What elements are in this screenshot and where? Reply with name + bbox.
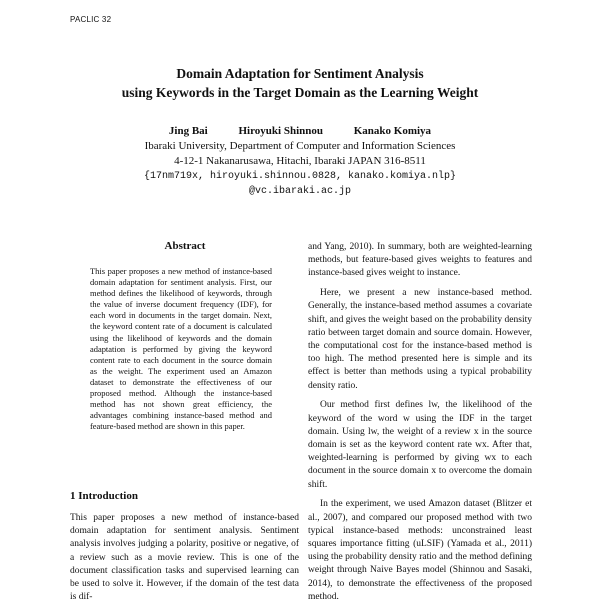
section-heading-introduction: 1 Introduction: [70, 490, 138, 502]
author-block: [0, 124, 600, 199]
author-name: Hiroyuki Shinnou: [238, 125, 323, 137]
paragraph: and Yang, 2010). In summary, both are weighted-learning methods, but feature-based gives weights to features and instance-based gives weight to instance.: [308, 242, 532, 279]
introduction-paragraph: This paper proposes a new method of instance-based domain adaptation for sentiment analysis. Sentiment analysis involves judging a polarity, positive or negative, of a review such as a movie review. This is one of the document classification tasks and supervised learning can be used to solve it. However, if the domain of the test data is dif-: [70, 513, 299, 603]
affiliation: Ibaraki University, Department of Computer and Information Sciences: [144, 140, 456, 152]
author-name: Kanako Komiya: [353, 125, 432, 137]
paragraph: In the experiment, we used Amazon dataset (Blitzer et al., 2007), and compared our proposed method with two typical instance-based methods: unconstrained least squares importance fitting (uLSIF) (Yamada et al., 2011) using the probability density ratio and the method defining weight through Naive Bayes model (Shinnou and Sasaki, 2014), to demonstrate the effectiveness of the proposed method.: [308, 499, 532, 602]
conference-tag: PACLIC 32: [70, 15, 112, 24]
author-name: Jing Bai: [168, 125, 208, 137]
author-names: [0, 124, 600, 139]
title-line-1: Domain Adaptation for Sentiment Analysis: [176, 66, 424, 81]
author-emails: {17nm719x, hiroyuki.shinnou.0828, kanako.komiya.nlp}: [143, 171, 457, 182]
abstract-heading: Abstract: [164, 240, 206, 252]
abstract-text: This paper proposes a new method of instance-based domain adaptation for sentiment analysis. First, our method defines the likelihood of keywords, through the value of inverse document frequency (IDF), for each word in documents in the target domain. Next, the keyword content rate of a document is calculated using the likelihood of keywords and the domain adaptation is performed by giving the keyword content rate to each document in the source domain as the weight. The experiment used an Amazon dataset to demonstrate the effectiveness of our proposed method. Although the instance-based method has not shown great efficiency, the advantages combining instance-based method and feature-based method are shown in this paper.: [90, 266, 272, 432]
introduction-column: [70, 512, 299, 604]
paper-title: [0, 64, 600, 102]
address: 4-12-1 Nakanarusawa, Hitachi, Ibaraki JAPAN 316-8511: [174, 155, 426, 167]
right-column: [308, 241, 532, 611]
paragraph: Our method first defines lw, the likelihood of the keyword of the word w using the IDF in the target domain. Using lw, the weight of a review x in the source domain is set as the keyword content rate wx. After that, weighted-learning is performed by giving wx to each document in the source domain x to overcome the domain shift.: [308, 400, 532, 490]
title-line-2: using Keywords in the Target Domain as the Learning Weight: [121, 85, 479, 100]
paragraph: Here, we present a new instance-based method. Generally, the instance-based method assumes a covariate shift, and gives the weight based on the probability density ratio between target domain and source domain. However, the computational cost for the instance-based method is too high. The method presented here is simple and its effect is better than methods using a typical probability density ratio.: [308, 288, 532, 391]
email-domain: @vc.ibaraki.ac.jp: [248, 186, 352, 197]
